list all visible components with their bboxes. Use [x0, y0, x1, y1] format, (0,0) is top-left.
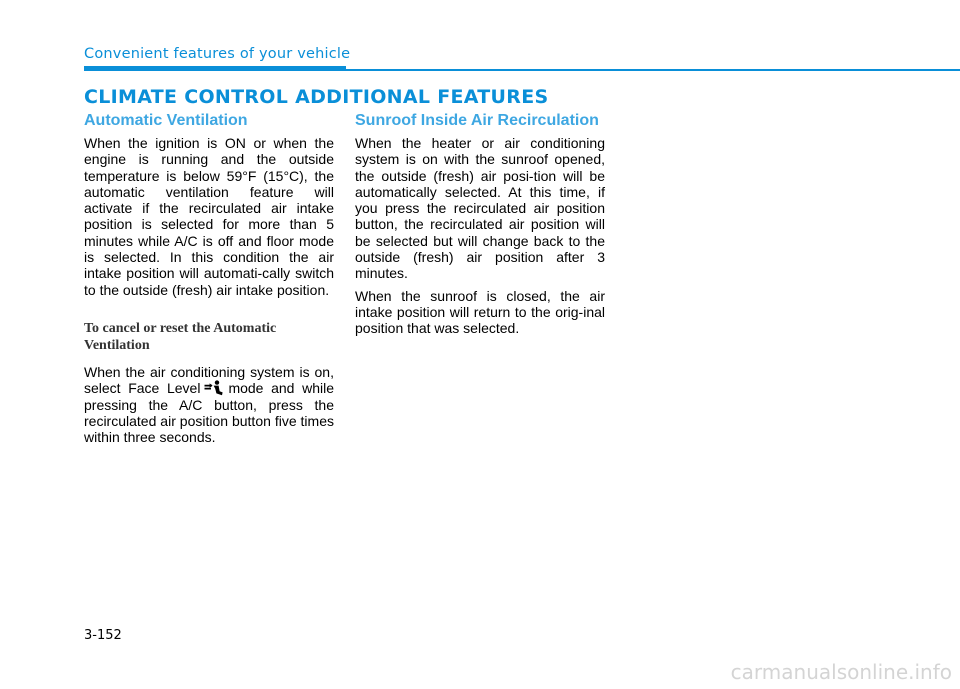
section-title: CLIMATE CONTROL ADDITIONAL FEATURES: [84, 86, 549, 108]
instruction-text-after: mode and while pressing the A/C button, press the recirculated air position button five times within three seconds.: [84, 380, 334, 446]
sunroof-recirculation-paragraph-2: When the sunroof is closed, the air intake position will return to the orig-inal position that was selected.: [355, 287, 605, 337]
instruction-text-before: When the air conditioning system is on, select Face Level: [84, 363, 334, 397]
left-column: [84, 112, 334, 445]
header-accent-bar: [84, 66, 346, 71]
site-watermark: carmanualsonline.info: [730, 660, 952, 684]
automatic-ventilation-heading: Automatic Ventilation: [84, 112, 248, 129]
face-level-mode-icon: [204, 380, 224, 396]
sunroof-recirculation-paragraph-1: When the heater or air conditioning system is on with the sunroof opened, the outside (fresh) air posi-tion will be automatically selected. At this time, if you press the recirculated air position button, the recirculated air position will be selected but will change back to the outside (fresh) air position after 3 minutes.: [355, 135, 605, 282]
chapter-title: Convenient features of your vehicle: [84, 46, 351, 62]
automatic-ventilation-paragraph: When the ignition is ON or when the engine is running and the outside temperature is below 59°F (15°C), the automatic ventilation feature will activate if the recirculated air intake position is selected for more than 5 minutes while A/C is off and floor mode is selected. In this condition the air intake position will automati-cally switch to the outside (fresh) air intake position.: [84, 135, 334, 298]
header-rule: [346, 69, 960, 71]
right-column: [355, 112, 605, 337]
sunroof-recirculation-heading: Sunroof Inside Air Recirculation: [355, 112, 599, 129]
cancel-reset-instruction: [84, 364, 334, 445]
cancel-reset-subheading: To cancel or reset the Automatic Ventilation: [84, 320, 277, 353]
page-number: 3-152: [84, 628, 122, 643]
